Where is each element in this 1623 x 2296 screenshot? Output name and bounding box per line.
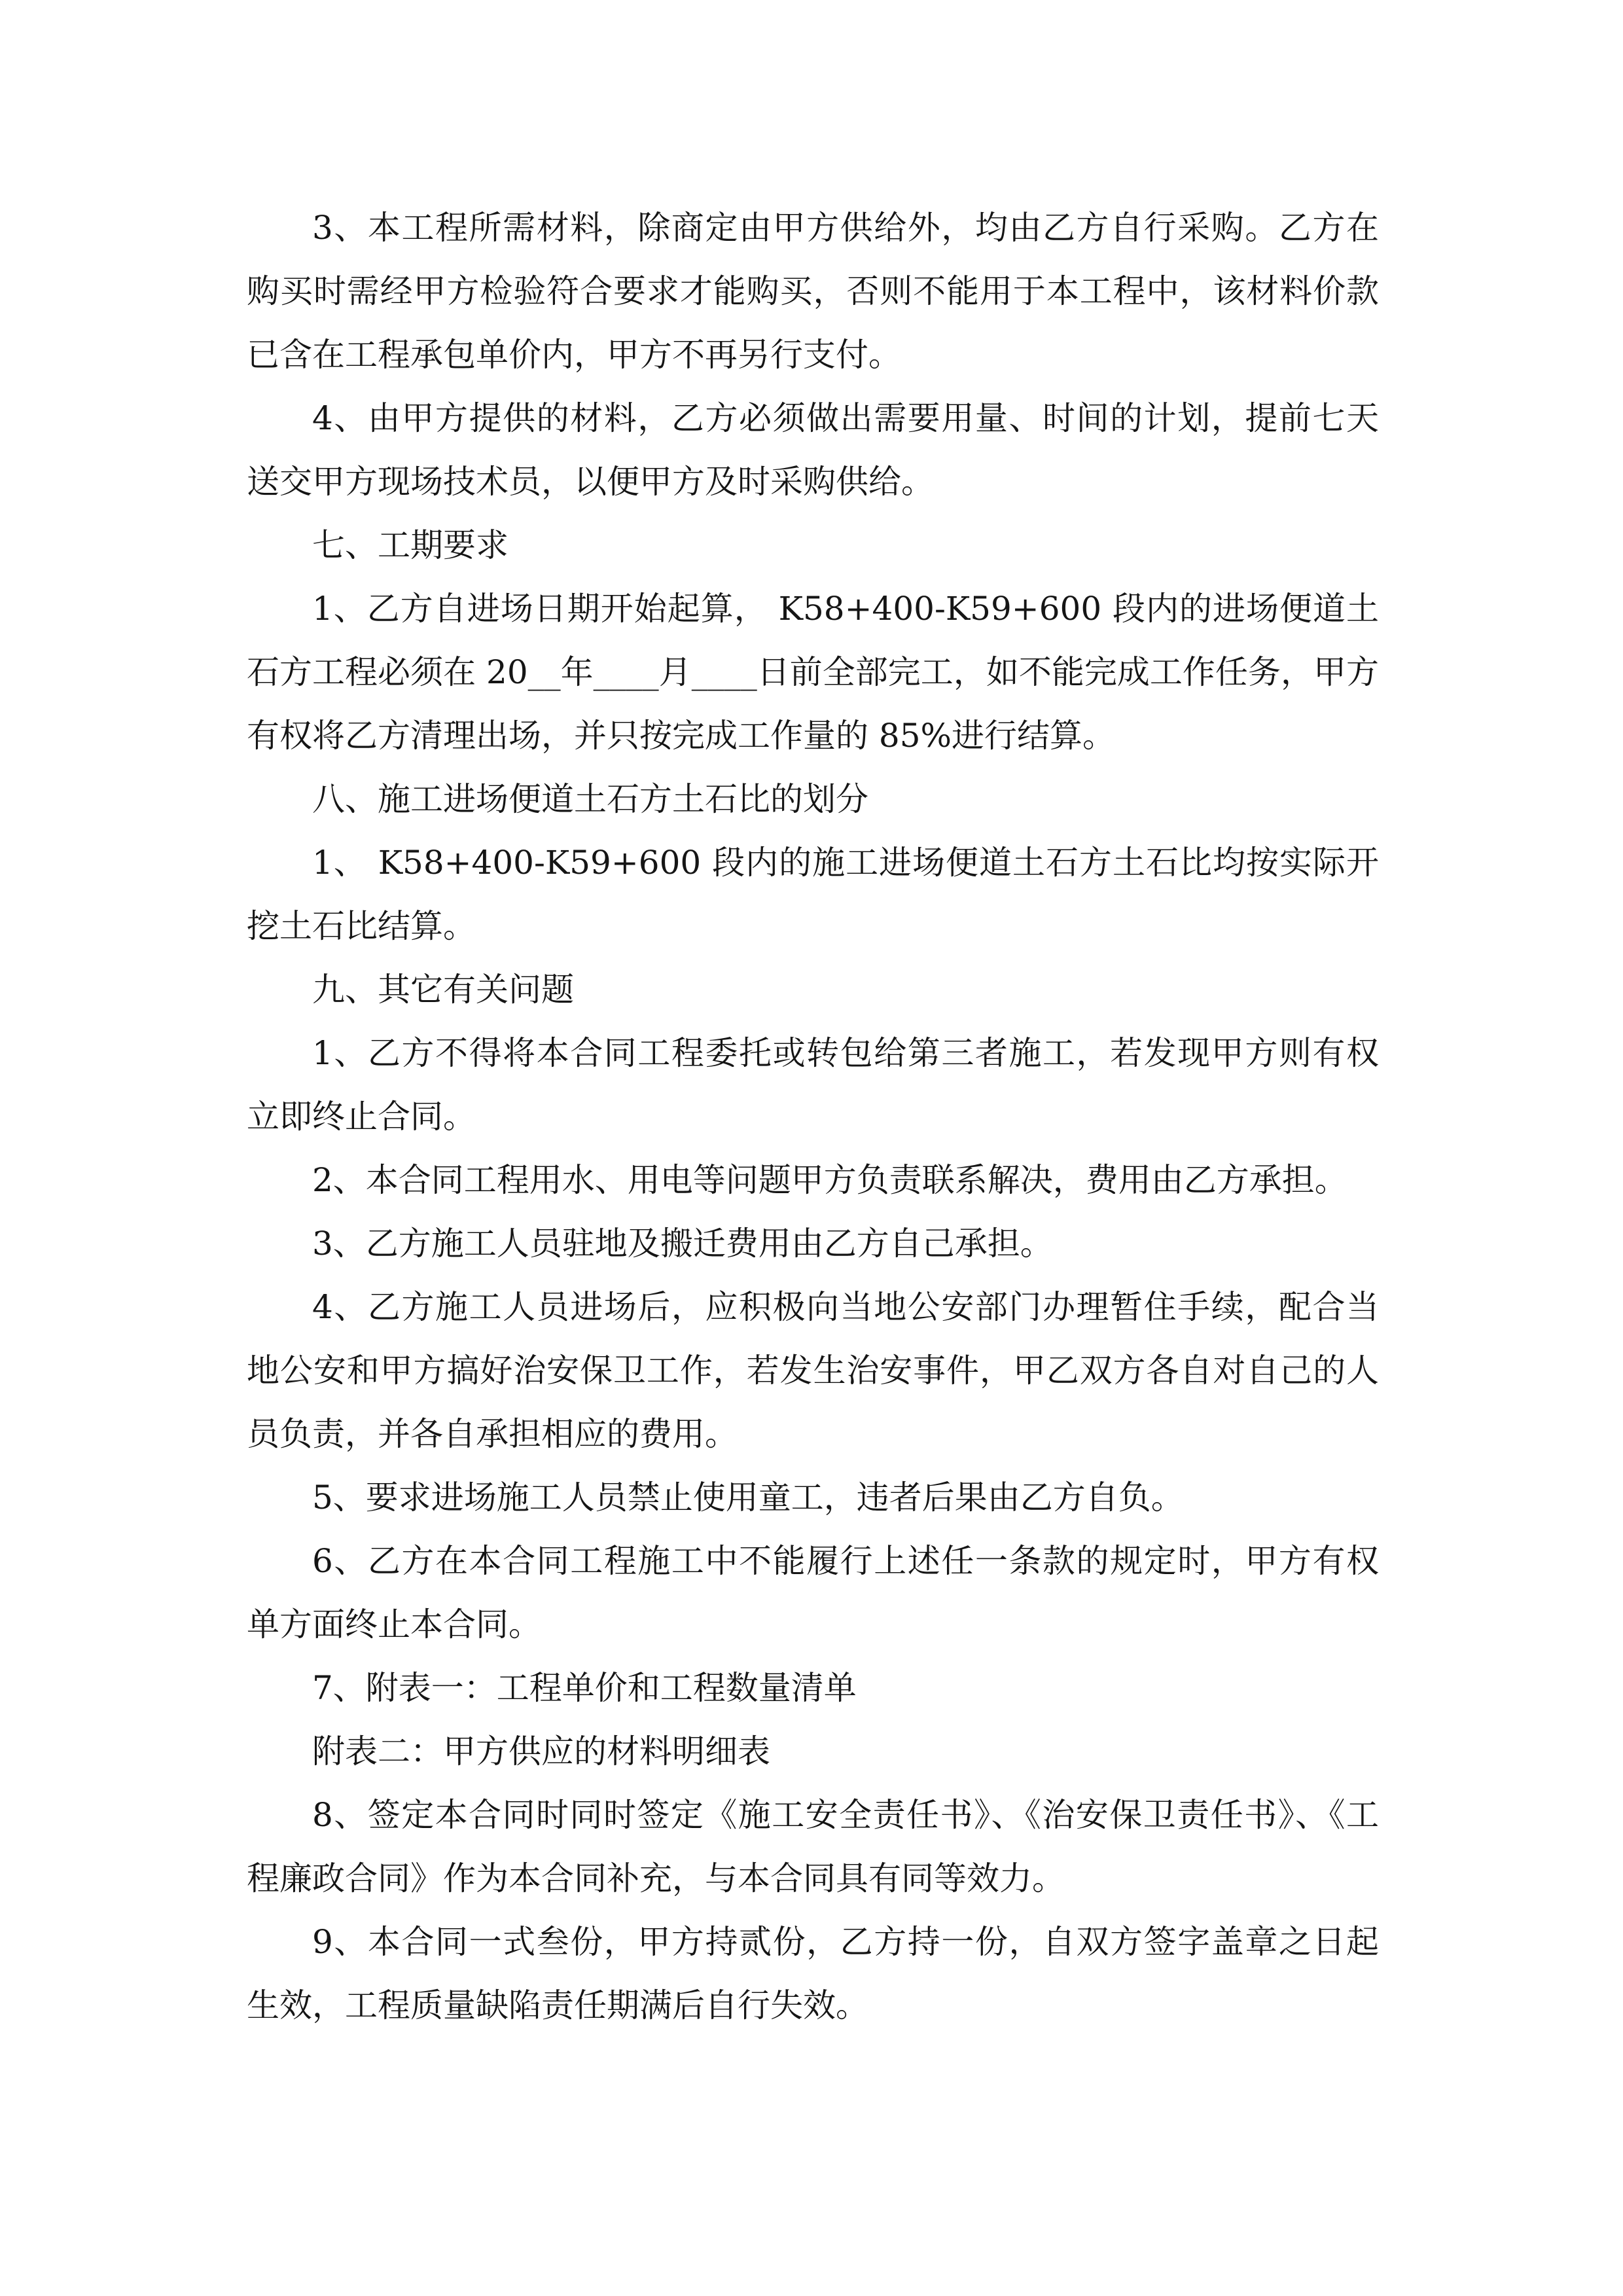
paragraph-appendix-one: 7、附表一：工程单价和工程数量清单 xyxy=(312,1669,857,1707)
paragraph-earth-rock-settlement: 1、 K58+400-K59+600 段内的施工进场便道土石方土石比均按实际开挖土石比结算。 xyxy=(247,844,1379,945)
paragraph-material-purchase: 3、本工程所需材料，除商定由甲方供给外，均由乙方自行采购。乙方在购买时需经甲方检验符合要求才能购买，否则不能用于本工程中，该材料价款已含在工程承包单价内，甲方不再另行支付。 xyxy=(247,209,1379,374)
paragraph-supplied-materials: 4、由甲方提供的材料，乙方必须做出需要用量、时间的计划，提前七天送交甲方现场技术员，以便甲方及时采购供给。 xyxy=(247,399,1379,501)
paragraph-termination-right: 6、乙方在本合同工程施工中不能履行上述任一条款的规定时，甲方有权单方面终止本合同。 xyxy=(247,1542,1379,1643)
section-heading-earth-rock-ratio: 八、施工进场便道土石方土石比的划分 xyxy=(312,780,868,818)
paragraph-water-electricity: 2、本合同工程用水、用电等问题甲方负责联系解决，费用由乙方承担。 xyxy=(312,1161,1347,1199)
paragraph-appendix-two: 附表二：甲方供应的材料明细表 xyxy=(312,1732,770,1770)
paragraph-relocation-costs: 3、乙方施工人员驻地及搬迁费用由乙方自己承担。 xyxy=(312,1225,1053,1263)
paragraph-completion-deadline: 1、乙方自进场日期开始起算， K58+400-K59+600 段内的进场便道土石方工程必须在 20__年____月____日前全部完工，如不能完成工作任务，甲方有权将乙方清理出场，并只按完成工作量的 85%进行结算。 xyxy=(247,590,1379,755)
paragraph-no-child-labor: 5、要求进场施工人员禁止使用童工，违者后果由乙方自负。 xyxy=(312,1479,1184,1516)
document-body xyxy=(247,196,1379,2037)
paragraph-supplementary-agreements: 8、签定本合同时同时签定《施工安全责任书》、《治安保卫责任书》、《工程廉政合同》作为本合同补充，与本合同具有同等效力。 xyxy=(247,1796,1379,1897)
paragraph-no-subcontracting: 1、乙方不得将本合同工程委托或转包给第三者施工，若发现甲方则有权立即终止合同。 xyxy=(247,1034,1379,1136)
section-heading-schedule: 七、工期要求 xyxy=(312,526,508,564)
paragraph-copies-validity: 9、本合同一式叁份，甲方持贰份，乙方持一份，自双方签字盖章之日起生效，工程质量缺陷责任期满后自行失效。 xyxy=(247,1923,1379,2024)
paragraph-public-security: 4、乙方施工人员进场后，应积极向当地公安部门办理暂住手续，配合当地公安和甲方搞好治安保卫工作，若发生治安事件，甲乙双方各自对自己的人员负责，并各自承担相应的费用。 xyxy=(247,1288,1379,1453)
section-heading-other-issues: 九、其它有关问题 xyxy=(312,971,574,1009)
